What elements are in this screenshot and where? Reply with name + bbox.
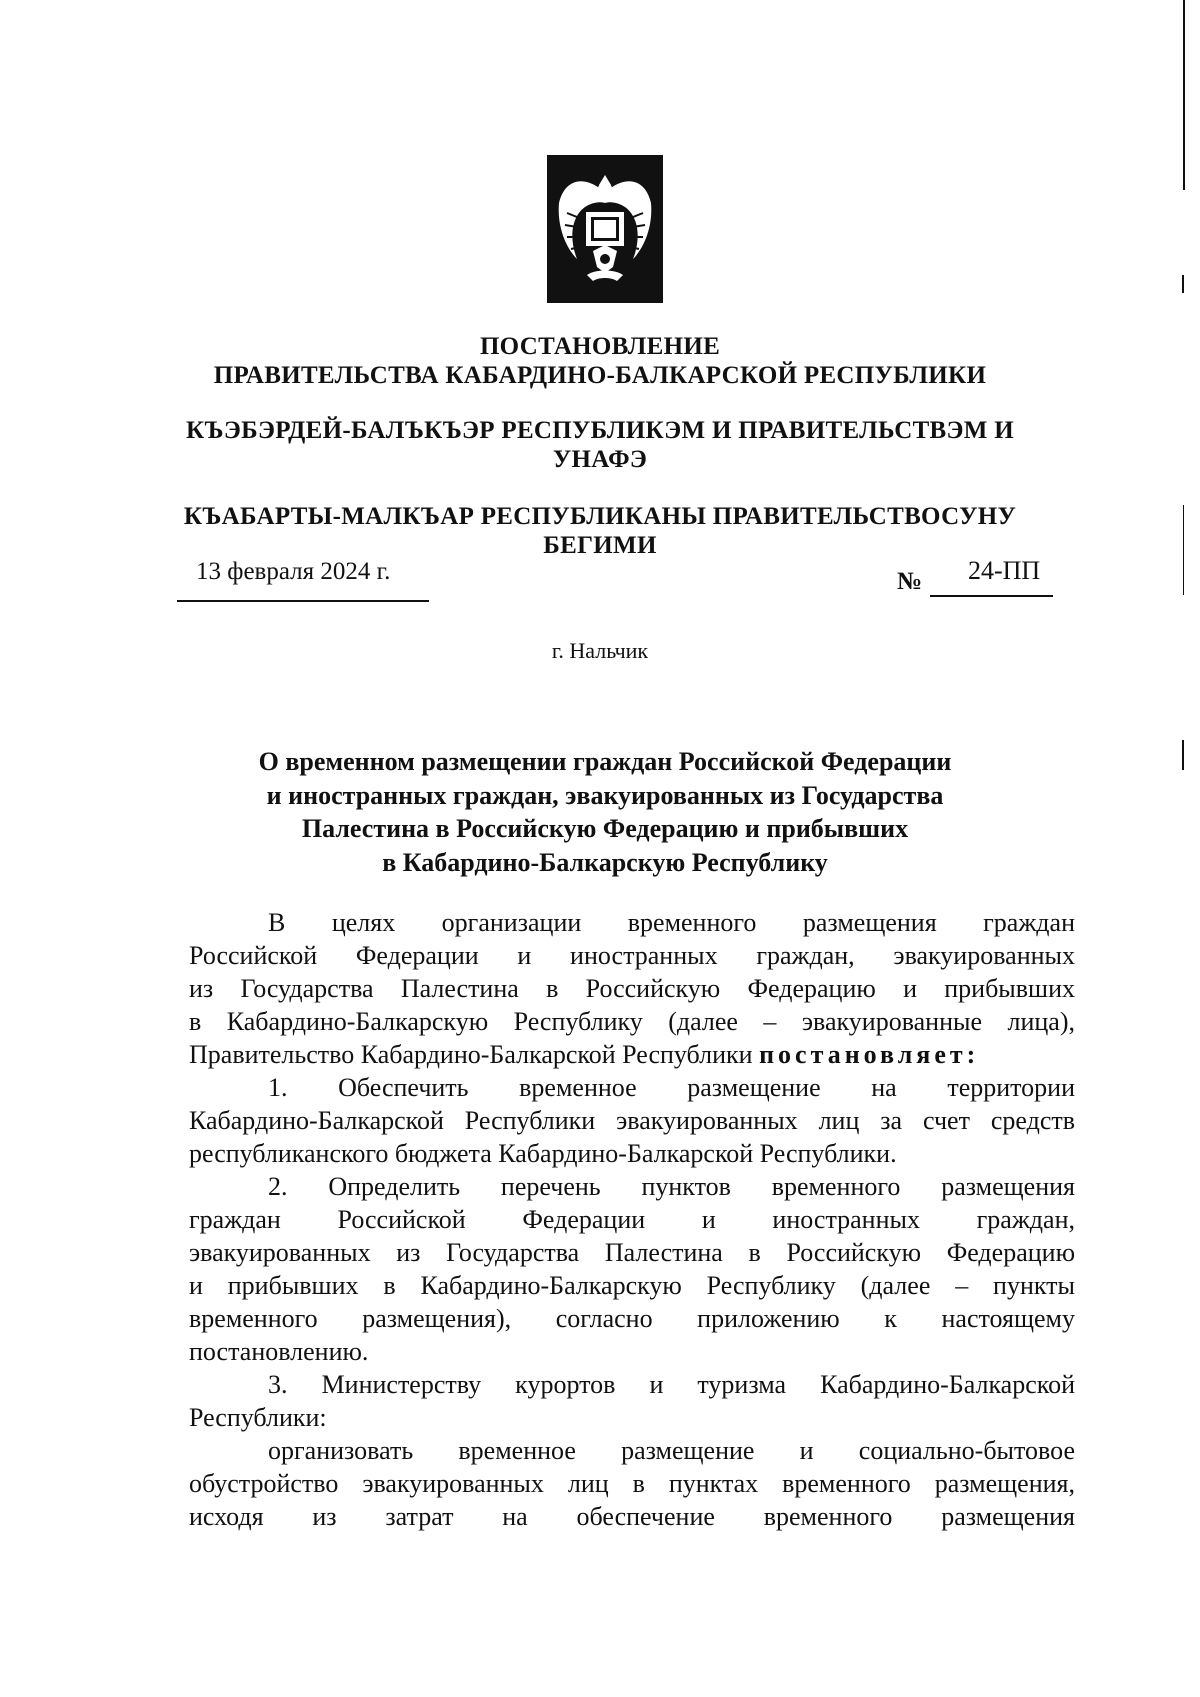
resolves-word: постановляет:: [759, 1040, 980, 1069]
heading-title: ПОСТАНОВЛЕНИЕ: [479, 333, 721, 360]
scan-edge-mark: [1182, 275, 1184, 293]
body-line: Кабардино-Балкарской Республики эвакуированных лиц за счет средств: [189, 1106, 1075, 1135]
body-line: временного размещения), согласно приложению к настоящему: [189, 1304, 1075, 1333]
document-body: [189, 906, 1075, 1533]
document-date: 13 февраля 2024 г.: [196, 558, 391, 585]
subject-line: и иностранных граждан, эвакуированных из Государства: [266, 780, 944, 810]
scan-edge-mark: [1183, 505, 1184, 595]
body-line: в Кабардино-Балкарскую Республику (далее – эвакуированные лица),: [189, 1007, 1075, 1036]
subject-line: в Кабардино-Балкарскую Республику: [382, 847, 828, 877]
subject-line: Палестина в Российскую Федерацию и прибывших: [301, 814, 909, 843]
body-line: В целях организации временного размещения граждан: [268, 908, 1075, 937]
document-number: 24-ПП: [968, 556, 1041, 585]
body-line: граждан Российской Федерации и иностранных граждан,: [189, 1205, 1075, 1234]
body-line: республиканского бюджета Кабардино-Балкарской Республики.: [189, 1139, 897, 1168]
heading-balkar-line1: КЪАБАРТЫ-МАЛКЪАР РЕСПУБЛИКАНЫ ПРАВИТЕЛЬСТВОСУНУ: [183, 503, 1017, 530]
body-line: эвакуированных из Государства Палестина в Российскую Федерацию: [189, 1238, 1075, 1267]
clause-1: 1. Обеспечить временное размещение на территории: [268, 1073, 1075, 1102]
clause-2: 2. Определить перечень пунктов временного размещения: [268, 1172, 1075, 1201]
date-underline: [177, 600, 429, 602]
document-city: г. Нальчик: [551, 638, 649, 663]
heading-kabardian: [150, 416, 1050, 474]
coat-of-arms-emblem: [547, 155, 663, 303]
heading-balkar: [150, 502, 1050, 560]
heading-government: ПРАВИТЕЛЬСТВА КАБАРДИНО-БАЛКАРСКОЙ РЕСПУБЛИКИ: [213, 362, 987, 389]
scan-edge-mark: [1182, 740, 1184, 770]
body-government-text: Правительство Кабардино-Балкарской Республики: [189, 1040, 753, 1069]
clause-3: 3. Министерству курортов и туризма Кабардино-Балкарской: [268, 1370, 1075, 1399]
body-line: [189, 1038, 1075, 1071]
body-line: исходя из затрат на обеспечение временного размещения: [189, 1502, 1075, 1531]
body-line: и прибывших в Кабардино-Балкарскую Республику (далее – пункты: [189, 1271, 1075, 1300]
subject-line: О временном размещении граждан Российской Федерации: [258, 747, 952, 776]
body-line: из Государства Палестина в Российскую Федерацию и прибывших: [189, 974, 1075, 1003]
heading-kabardian-line1: КЪЭБЭРДЕЙ-БАЛЪКЪЭР РЕСПУБЛИКЭМ И ПРАВИТЕЛЬСТВЭМ И: [186, 417, 1014, 444]
heading-kabardian-line2: УНАФЭ: [552, 446, 648, 473]
body-line: постановлению.: [189, 1337, 369, 1366]
body-line: организовать временное размещение и социально-бытовое: [268, 1436, 1075, 1465]
body-line: Республики:: [189, 1403, 327, 1432]
body-line: Российской Федерации и иностранных граждан, эвакуированных: [189, 941, 1075, 970]
document-subject: [200, 745, 1010, 879]
number-underline: [930, 595, 1053, 597]
resolution-heading: [150, 332, 1050, 390]
body-line: обустройство эвакуированных лиц в пунктах временного размещения,: [189, 1469, 1075, 1498]
scan-edge-mark: [1183, 0, 1185, 190]
heading-balkar-line2: БЕГИМИ: [543, 532, 657, 559]
number-label: №: [897, 568, 923, 595]
